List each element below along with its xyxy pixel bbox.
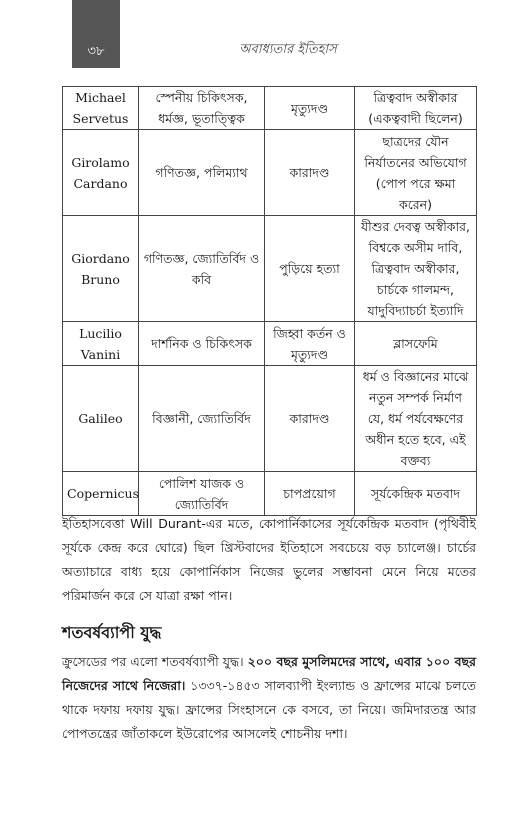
- cell-penalty: জিহ্বা কর্তন ও মৃত্যুদণ্ড: [265, 322, 355, 366]
- cell-role: পোলিশ যাজক ও জ্যোতির্বিদ: [139, 472, 265, 516]
- table-row: [63, 130, 477, 216]
- paragraph-text-bold: ২০০ বছর মুসলিমদের সাথে, এবার ১০০ বছর নিজেদের সাথে নিজেরা।: [62, 654, 477, 693]
- cell-penalty: পুড়িয়ে হত্যা: [265, 216, 355, 322]
- table-row: [63, 216, 477, 322]
- cell-penalty: চাপপ্রয়োগ: [265, 472, 355, 516]
- cell-name: Galileo: [63, 366, 139, 472]
- cell-role: গণিতজ্ঞ, পলিম্যাথ: [139, 130, 265, 216]
- cell-name: Lucilio Vanini: [63, 322, 139, 366]
- page-number: ৩৮: [87, 44, 105, 59]
- cell-name: Michael Servetus: [63, 87, 139, 130]
- cell-role: বিজ্ঞানী, জ্যোতির্বিদ: [139, 366, 265, 472]
- cell-reason: ধর্ম ও বিজ্ঞানের মাঝে নতুন সম্পর্ক নির্মাণ যে, ধর্ম পর্যবেক্ষণের অধীন হতে হবে, এই বক্তব্য: [355, 366, 477, 472]
- cell-name: Giordano Bruno: [63, 216, 139, 322]
- cell-reason: যীশুর দেবত্ব অস্বীকার, বিশ্বকে অসীম দাবি, ত্রিত্ববাদ অস্বীকার, চার্চকে গালমন্দ, যাদুবিদ্যাচর্চা ইত্যাদি: [355, 216, 477, 322]
- paragraph-text-start: ক্রুসেডের পর এলো শতবর্ষব্যাপী যুদ্ধ।: [62, 654, 248, 669]
- table-row: [63, 322, 477, 366]
- cell-role: গণিতজ্ঞ, জ্যোতির্বিদ ও কবি: [139, 216, 265, 322]
- durant-paragraph: ইতিহাসবেত্তা Will Durant-এর মতে, কোপার্নিকাসের সূর্যকেন্দ্রিক মতবাদ (পৃথিবীই সূর্যকে কেন্দ্র করে ঘোরে) ছিল খ্রিস্টবাদের ইতিহাসে সবচেয়ে বড় চ্যালেঞ্জ। চার্চের অত্যাচারে বাধ্য হয়ে কোপার্নিকাস নিজের ভুলের সম্ভাবনা মেনে নিয়ে মতের পরিমার্জন করে সে যাত্রা রক্ষা পান।: [62, 516, 476, 603]
- cell-penalty: কারাদণ্ড: [265, 130, 355, 216]
- cell-reason: ছাত্রদের যৌন নির্যাতনের অভিযোগ (পোপ পরে ক্ষমা করেন): [355, 130, 477, 216]
- table-row: [63, 87, 477, 130]
- cell-role: স্পেনীয় চিকিৎসক, ধর্মজ্ঞ, ভূতাত্ত্বিক: [139, 87, 265, 130]
- cell-penalty: মৃত্যুদণ্ড: [265, 87, 355, 130]
- cell-name: Girolamo Cardano: [63, 130, 139, 216]
- table-row: [63, 472, 477, 516]
- page-number-tab: [72, 0, 120, 68]
- cell-reason: ব্লাসফেমি: [355, 322, 477, 366]
- section-heading: শতবর্ষব্যাপী যুদ্ধ: [62, 623, 162, 642]
- paragraph-text-end: ১৩৩৭-১৪৫৩ সালব্যাপী ইংল্যান্ড ও ফ্রান্সের মাঝে চলতে থাকে দফায় দফায় যুদ্ধ। ফ্রান্সের সিংহাসনে কে বসবে, তা নিয়ে। জমিদারতন্ত্র আর পোপতন্ত্রের জাঁতাকলে ইউরোপের আসলেই শোচনীয় দশা।: [62, 678, 476, 741]
- history-table: [62, 86, 477, 516]
- running-title: অবাধ্যতার ইতিহাস: [239, 42, 337, 57]
- cell-penalty: কারাদণ্ড: [265, 366, 355, 472]
- hundred-years-war-paragraph: [62, 650, 476, 746]
- table-row: [63, 366, 477, 472]
- cell-reason: ত্রিত্ববাদ অস্বীকার (একত্ববাদী ছিলেন): [355, 87, 477, 130]
- cell-role: দার্শনিক ও চিকিৎসক: [139, 322, 265, 366]
- cell-name: Copernicus: [63, 472, 139, 516]
- cell-reason: সূর্যকেন্দ্রিক মতবাদ: [355, 472, 477, 516]
